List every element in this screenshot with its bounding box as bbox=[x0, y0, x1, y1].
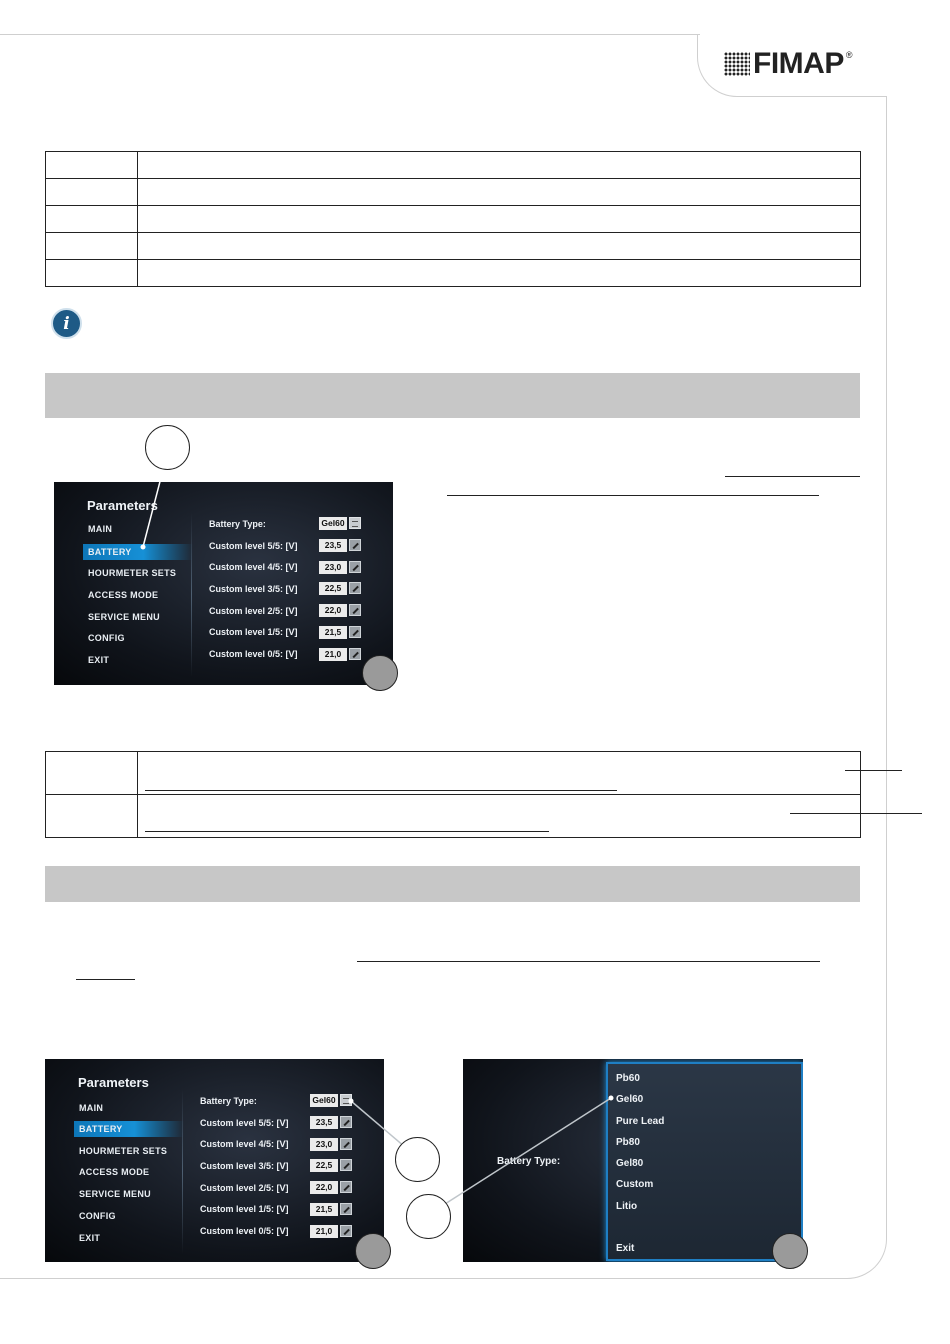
custom-level-value[interactable]: 23,0 bbox=[310, 1138, 338, 1151]
custom-level-label: Custom level 0/5: [V] bbox=[200, 1226, 289, 1236]
callout-circle bbox=[406, 1194, 451, 1239]
custom-level-label: Custom level 3/5: [V] bbox=[200, 1161, 289, 1171]
screen-title: Parameters bbox=[87, 498, 158, 513]
option-gel80[interactable]: Gel80 bbox=[616, 1158, 644, 1169]
option-custom[interactable]: Custom bbox=[616, 1179, 654, 1190]
custom-level-label: Custom level 4/5: [V] bbox=[209, 562, 298, 572]
custom-level-label: Custom level 0/5: [V] bbox=[209, 649, 298, 659]
logo-text: FIMAP bbox=[753, 47, 844, 80]
menu-item-battery[interactable]: BATTERY bbox=[83, 544, 193, 560]
menu-item-service-menu[interactable]: SERVICE MENU bbox=[79, 1189, 151, 1199]
screen-title: Parameters bbox=[78, 1075, 149, 1090]
option-pb80[interactable]: Pb80 bbox=[616, 1137, 640, 1148]
custom-level-value[interactable]: 23,5 bbox=[310, 1116, 338, 1129]
menu-item-hourmeter-sets[interactable]: HOURMETER SETS bbox=[88, 568, 177, 578]
menu-item-battery[interactable]: BATTERY bbox=[74, 1121, 184, 1137]
logo-registered-mark: ® bbox=[845, 50, 853, 60]
menu-item-access-mode[interactable]: ACCESS MODE bbox=[88, 590, 159, 600]
battery-type-label: Battery Type: bbox=[209, 519, 266, 529]
option-gel60[interactable]: Gel60 bbox=[616, 1094, 644, 1105]
custom-level-value[interactable]: 22,5 bbox=[310, 1159, 338, 1172]
custom-level-label: Custom level 5/5: [V] bbox=[200, 1118, 289, 1128]
custom-level-value[interactable]: 22,5 bbox=[319, 582, 347, 595]
custom-level-value[interactable]: 21,5 bbox=[310, 1203, 338, 1216]
custom-level-label: Custom level 2/5: [V] bbox=[200, 1183, 289, 1193]
option-pb60[interactable]: Pb60 bbox=[616, 1073, 640, 1084]
battery-type-label: Battery Type: bbox=[200, 1096, 257, 1106]
battery-type-value[interactable]: Gel60 bbox=[319, 517, 347, 530]
option-exit[interactable]: Exit bbox=[616, 1243, 635, 1254]
custom-level-value[interactable]: 21,5 bbox=[319, 626, 347, 639]
custom-level-label: Custom level 3/5: [V] bbox=[209, 584, 298, 594]
callout-circle bbox=[395, 1137, 440, 1182]
custom-level-label: Custom level 1/5: [V] bbox=[200, 1204, 289, 1214]
custom-level-value[interactable]: 21,0 bbox=[310, 1225, 338, 1238]
custom-level-value[interactable]: 21,0 bbox=[319, 648, 347, 661]
menu-item-main[interactable]: MAIN bbox=[79, 1103, 104, 1113]
menu-item-main[interactable]: MAIN bbox=[88, 524, 113, 534]
callout-circle-gray bbox=[772, 1233, 808, 1269]
menu-item-exit[interactable]: EXIT bbox=[79, 1233, 101, 1243]
menu-item-config[interactable]: CONFIG bbox=[88, 633, 125, 643]
battery-type-value[interactable]: Gel60 bbox=[310, 1094, 338, 1107]
menu-item-config[interactable]: CONFIG bbox=[79, 1211, 116, 1221]
custom-level-label: Custom level 5/5: [V] bbox=[209, 541, 298, 551]
option-pure-lead[interactable]: Pure Lead bbox=[616, 1116, 665, 1127]
custom-level-label: Custom level 1/5: [V] bbox=[209, 627, 298, 637]
custom-level-value[interactable]: 22,0 bbox=[319, 604, 347, 617]
menu-item-exit[interactable]: EXIT bbox=[88, 655, 110, 665]
option-litio[interactable]: Litio bbox=[616, 1201, 638, 1212]
menu-item-service-menu[interactable]: SERVICE MENU bbox=[88, 612, 160, 622]
custom-level-label: Custom level 2/5: [V] bbox=[209, 606, 298, 616]
menu-item-hourmeter-sets[interactable]: HOURMETER SETS bbox=[79, 1146, 168, 1156]
callout-circle-gray bbox=[355, 1233, 391, 1269]
info-icon: i bbox=[51, 308, 82, 339]
custom-level-value[interactable]: 23,0 bbox=[319, 561, 347, 574]
custom-level-label: Custom level 4/5: [V] bbox=[200, 1139, 289, 1149]
battery-type-label: Battery Type: bbox=[497, 1156, 561, 1167]
custom-level-value[interactable]: 22,0 bbox=[310, 1181, 338, 1194]
custom-level-value[interactable]: 23,5 bbox=[319, 539, 347, 552]
menu-item-access-mode[interactable]: ACCESS MODE bbox=[79, 1167, 150, 1177]
